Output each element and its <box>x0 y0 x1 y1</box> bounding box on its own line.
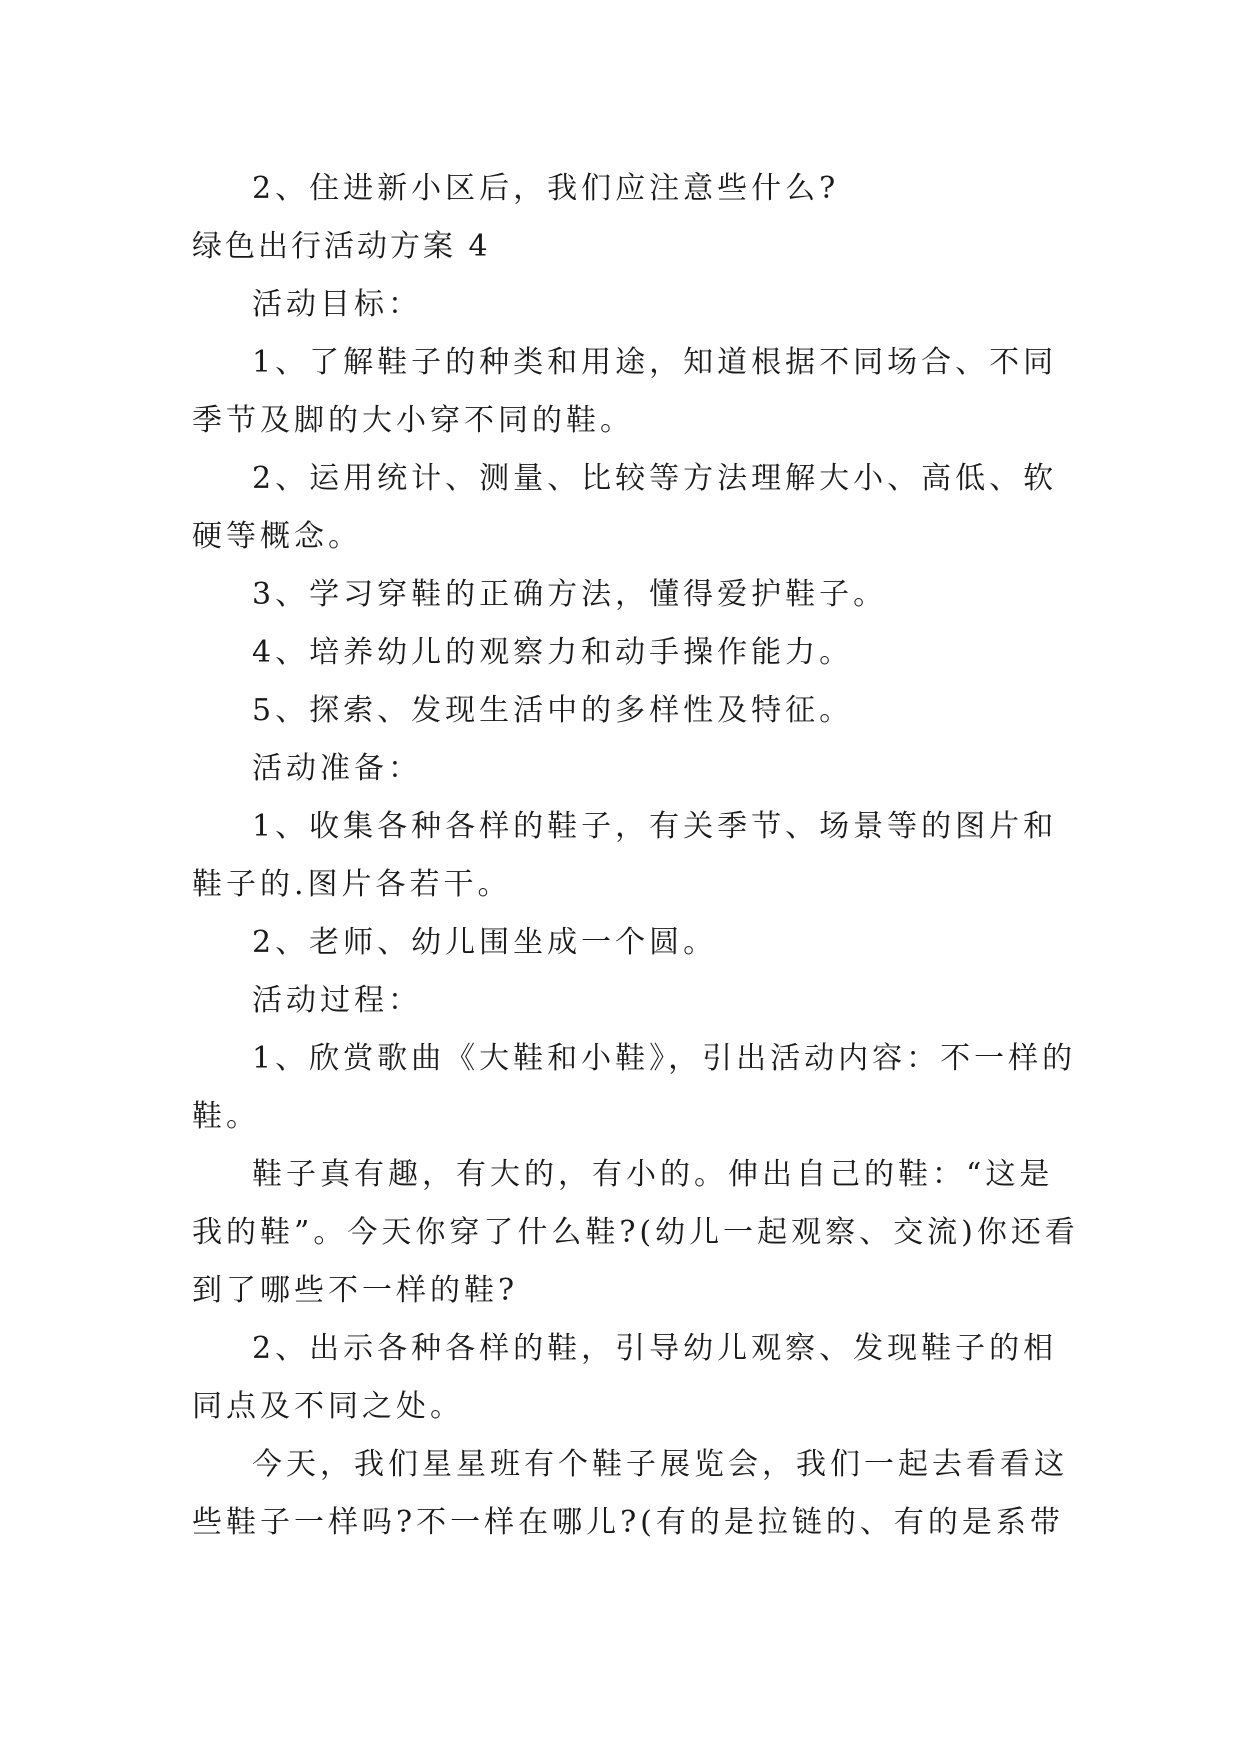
text-line: 季节及脚的大小穿不同的鞋。 <box>192 403 634 438</box>
section-heading: 绿色出行活动方案 4 <box>192 229 491 264</box>
text-line: 鞋子的.图片各若干。 <box>192 867 512 902</box>
text-line: 我的鞋”。今天你穿了什么鞋?(幼儿一起观察、交流)你还看 <box>192 1215 1079 1250</box>
subheading-preparation: 活动准备： <box>252 751 422 786</box>
document-page <box>192 160 1079 1552</box>
subheading-process: 活动过程： <box>252 983 422 1018</box>
subheading-goals: 活动目标： <box>252 287 422 322</box>
text-line: 2、运用统计、测量、比较等方法理解大小、高低、软 <box>252 461 1058 496</box>
text-line: 鞋子真有趣，有大的，有小的。伸出自己的鞋：“这是 <box>252 1157 1054 1192</box>
text-line: 些鞋子一样吗?不一样在哪儿?(有的是拉链的、有的是系带 <box>192 1505 1064 1540</box>
text-line: 1、欣赏歌曲《大鞋和小鞋》，引出活动内容：不一样的 <box>252 1041 1077 1076</box>
text-line: 2、老师、幼儿围坐成一个圆。 <box>252 925 718 960</box>
text-line: 2、出示各种各样的鞋，引导幼儿观察、发现鞋子的相 <box>252 1331 1058 1366</box>
text-line: 同点及不同之处。 <box>192 1389 464 1424</box>
text-line: 今天，我们星星班有个鞋子展览会，我们一起去看看这 <box>252 1447 1068 1482</box>
text-line: 1、了解鞋子的种类和用途，知道根据不同场合、不同 <box>252 345 1058 380</box>
text-line: 4、培养幼儿的观察力和动手操作能力。 <box>252 635 854 670</box>
text-line: 5、探索、发现生活中的多样性及特征。 <box>252 693 854 728</box>
text-line: 鞋。 <box>192 1099 260 1134</box>
text-line: 3、学习穿鞋的正确方法，懂得爱护鞋子。 <box>252 577 888 612</box>
text-line: 硬等概念。 <box>192 519 362 554</box>
text-line: 到了哪些不一样的鞋? <box>192 1273 519 1308</box>
text-line: 1、收集各种各样的鞋子，有关季节、场景等的图片和 <box>252 809 1058 844</box>
text-line-question: 2、住进新小区后，我们应注意些什么? <box>252 171 840 206</box>
